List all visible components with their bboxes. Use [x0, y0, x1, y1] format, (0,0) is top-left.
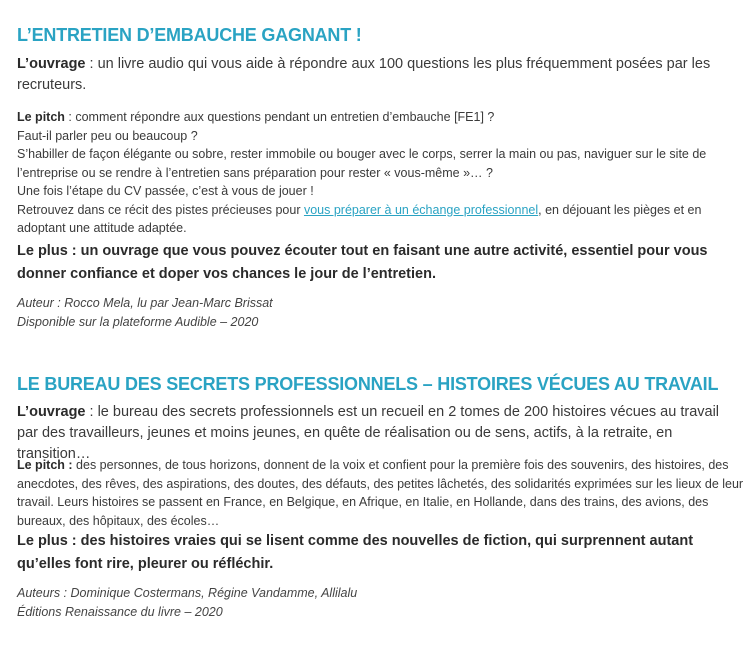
pitch-line: S’habiller de façon élégante ou sobre, rester immobile ou bouger avec le corps, serrer la main ou pas, naviguer sur le site de l’entreprise ou se rendre à l’entretien sans préparation pour rester « vous-même »… ? — [17, 147, 707, 180]
pitch-text: : comment répondre aux questions pendant un entretien d’embauche [FE1] ? — [64, 110, 495, 124]
pitch-line — [17, 456, 745, 530]
book-pitch — [17, 456, 745, 530]
book-description — [17, 54, 732, 96]
ouvrage-label: L’ouvrage — [17, 404, 86, 420]
credit-publisher: Éditions Renaissance du livre – 2020 — [17, 604, 223, 619]
prepare-exchange-link[interactable]: vous préparer à un échange professionnel — [303, 202, 539, 217]
pitch-text: Retrouvez dans ce récit des pistes précieuses pour — [17, 202, 304, 217]
ouvrage-text: : un livre audio qui vous aide à répondre aux 100 questions les plus fréquemment posées par les recruteurs. — [17, 56, 711, 93]
book-credits — [17, 584, 357, 621]
credit-author: Auteurs : Dominique Costermans, Régine Vandamme, Allilalu — [17, 586, 358, 600]
book-highlight: Le plus : des histoires vraies qui se lisent comme des nouvelles de fiction, qui surprennent autant qu’elles font rire, pleurer ou réfléchir. — [17, 533, 694, 572]
pitch-line: Une fois l’étape du CV passée, c’est à vous de jouer ! — [17, 184, 314, 198]
pitch-line: Faut-il parler peu ou beaucoup ? — [17, 128, 198, 143]
credit-publisher: Disponible sur la plateforme Audible – 2020 — [17, 314, 259, 329]
pitch-line — [17, 108, 742, 127]
pitch-line — [17, 201, 742, 238]
book-pitch — [17, 108, 742, 238]
pitch-label: Le pitch : — [17, 458, 73, 472]
book-title: LE BUREAU DES SECRETS PROFESSIONNELS – HISTOIRES VÉCUES AU TRAVAIL — [17, 374, 719, 394]
ouvrage-label: L’ouvrage — [17, 56, 86, 72]
book-credits — [17, 294, 273, 331]
pitch-label: Le pitch — [17, 110, 65, 124]
credit-author: Auteur : Rocco Mela, lu par Jean-Marc Brissat — [17, 296, 273, 310]
pitch-text: , en déjouant les pièges et en adoptant une attitude adaptée. — [17, 202, 702, 235]
ouvrage-text: : le bureau des secrets professionnels est un recueil en 2 tomes de 200 histoires vécues au travail par des travailleurs, jeunes et moins jeunes, en quête de réalisation ou de sens, actifs, à la retraite, en transition… — [17, 404, 720, 462]
pitch-text: des personnes, de tous horizons, donnent de la voix et confient pour la première fois des souvenirs, des histoires, des anecdotes, des rêves, des aspirations, des doutes, des défauts, des petites lâchetés, des solidarités exprimées sur les lieux de leur travail. Leurs histoires se passent en France, en Belgique, en Afrique, en Italie, en Hollande, dans des trains, des avions, des bureaux, des hôpitaux, des écoles… — [17, 458, 744, 528]
book-highlight: Le plus : un ouvrage que vous pouvez écouter tout en faisant une autre activité, essentiel pour vous donner confiance et doper vos chances le jour de l’entretien. — [17, 243, 708, 282]
book-title: L’ENTRETIEN D’EMBAUCHE GAGNANT ! — [17, 25, 362, 45]
